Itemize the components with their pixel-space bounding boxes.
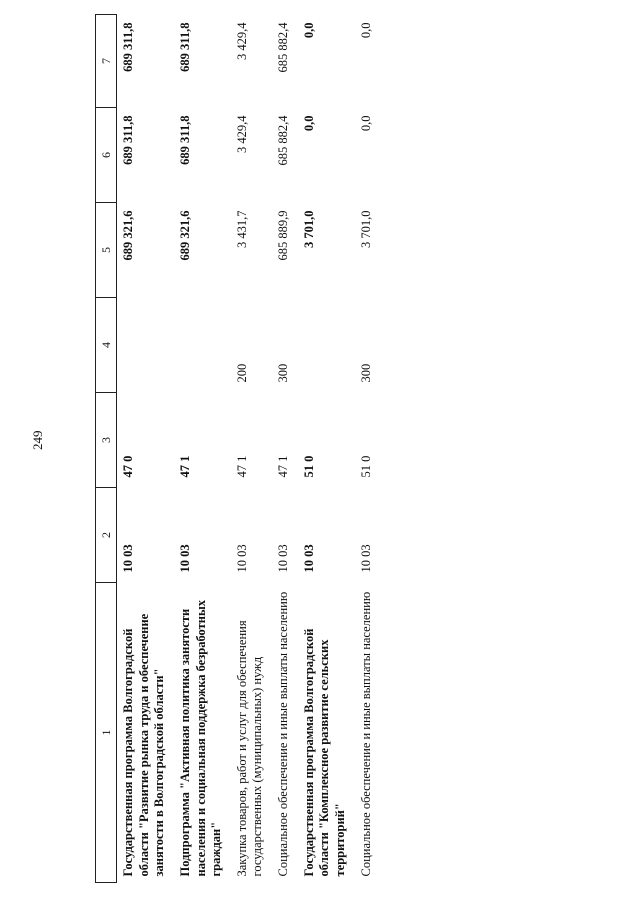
amount-col7-cell: 3 429,4 bbox=[234, 22, 249, 60]
amount-col6-cell: 689 311,8 bbox=[177, 115, 192, 165]
target-article-cell: 51 0 bbox=[301, 455, 316, 478]
row-name-cell: Закупка товаров, работ и услуг для обеспечения государственных (муниципальных) нужд bbox=[234, 620, 265, 877]
amount-col7-cell: 689 311,8 bbox=[177, 22, 192, 72]
expense-type-cell: 300 bbox=[276, 363, 290, 383]
table-row bbox=[355, 15, 381, 883]
amount-col6-cell: 685 882,4 bbox=[276, 115, 290, 166]
amount-col7-cell: 0,0 bbox=[358, 22, 373, 39]
header-col-3: 3 bbox=[96, 393, 117, 488]
section-code-cell: 10 03 bbox=[121, 544, 135, 573]
header-col-5: 5 bbox=[96, 203, 117, 298]
section-code-cell: 10 03 bbox=[234, 544, 249, 573]
table-row bbox=[272, 15, 298, 883]
section-code-cell: 10 03 bbox=[301, 544, 316, 573]
expense-type-cell bbox=[117, 298, 174, 393]
table-row bbox=[298, 15, 355, 883]
header-col-7: 7 bbox=[96, 15, 117, 108]
amount-col7-cell: 689 311,8 bbox=[121, 22, 135, 72]
row-name-cell: Подпрограмма "Активная политика занятости населения и социальная поддержка безработных граждан" bbox=[177, 600, 224, 877]
header-col-1: 1 bbox=[96, 583, 117, 883]
amount-col5-cell: 685 889,9 bbox=[276, 210, 290, 261]
amount-col6-cell: 0,0 bbox=[358, 115, 373, 132]
target-article-cell: 47 1 bbox=[177, 455, 192, 478]
header-col-6: 6 bbox=[96, 108, 117, 203]
budget-table-container bbox=[95, 15, 605, 883]
table-row bbox=[117, 15, 174, 883]
target-article-cell: 51 0 bbox=[358, 455, 373, 478]
amount-col6-cell: 3 429,4 bbox=[234, 115, 249, 153]
row-name-cell: Социальное обеспечение и иные выплаты населению bbox=[358, 591, 373, 877]
row-name-cell: Государственная программа Волгоградской области "Комплексное развитие сельских территорий" bbox=[301, 628, 347, 877]
amount-col7-cell: 0,0 bbox=[301, 22, 316, 39]
expense-type-cell: 300 bbox=[358, 363, 373, 383]
budget-table bbox=[95, 14, 380, 883]
header-row bbox=[96, 15, 117, 883]
amount-col5-cell: 3 701,0 bbox=[358, 210, 373, 248]
section-code-cell: 10 03 bbox=[177, 544, 192, 573]
header-col-2: 2 bbox=[96, 488, 117, 583]
amount-col6-cell: 0,0 bbox=[301, 115, 316, 132]
row-name-cell: Социальное обеспечение и иные выплаты населению bbox=[276, 591, 290, 877]
section-code-cell: 10 03 bbox=[276, 544, 290, 573]
target-article-cell: 47 0 bbox=[121, 455, 135, 478]
page-number: 249 bbox=[30, 430, 45, 450]
section-code-cell: 10 03 bbox=[358, 544, 373, 573]
amount-col5-cell: 689 321,6 bbox=[177, 210, 192, 261]
amount-col5-cell: 689 321,6 bbox=[121, 210, 135, 261]
amount-col6-cell: 689 311,8 bbox=[121, 115, 135, 165]
expense-type-cell bbox=[174, 298, 231, 393]
table-row bbox=[231, 15, 272, 883]
row-name-cell: Государственная программа Волгоградской области "Развитие рынка труда и обеспечение занятости в Волгоградской области" bbox=[121, 613, 167, 877]
amount-col7-cell: 685 882,4 bbox=[276, 22, 290, 73]
amount-col5-cell: 3 701,0 bbox=[301, 210, 316, 248]
target-article-cell: 47 1 bbox=[276, 455, 290, 478]
target-article-cell: 47 1 bbox=[234, 455, 249, 478]
amount-col5-cell: 3 431,7 bbox=[234, 210, 249, 248]
expense-type-cell: 200 bbox=[234, 363, 249, 383]
table-row bbox=[174, 15, 231, 883]
expense-type-cell bbox=[298, 298, 355, 393]
header-col-4: 4 bbox=[96, 298, 117, 393]
